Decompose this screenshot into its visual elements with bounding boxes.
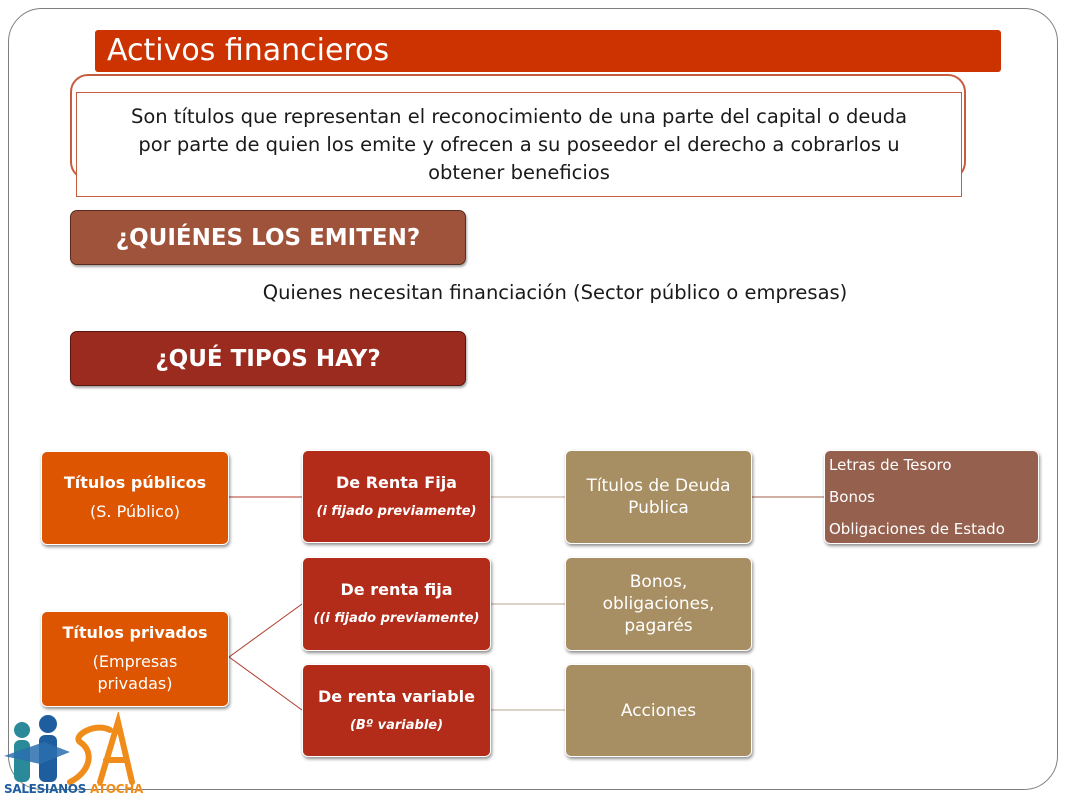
node-titulos-privados (41, 611, 229, 707)
page-title: Activos financieros (107, 33, 390, 68)
lista-estado-item: Bonos (829, 488, 875, 506)
node-renta-variable-sub: (Bº variable) (349, 717, 444, 733)
node-renta-fija-privada (302, 557, 491, 651)
node-deuda-publica (565, 450, 752, 544)
logo-text-b: ATOCHA (89, 782, 144, 796)
node-deuda-publica-label: Títulos de Deuda Publica (586, 476, 731, 518)
connector-privados-rentafija (229, 604, 302, 657)
node-renta-fija-publica-sub: (i fijado previamente) (316, 503, 477, 519)
answer-who-issues: Quienes necesitan financiación (Sector público o empresas) (262, 281, 848, 304)
node-acciones (565, 664, 752, 757)
node-renta-fija-publica-title: De Renta Fija (336, 472, 457, 492)
lista-estado-item: Obligaciones de Estado (829, 520, 1005, 538)
node-lista-estado (824, 450, 1039, 544)
logo-text (4, 782, 143, 796)
node-bonos-privados-label: Bonos, obligaciones, pagarés (602, 572, 715, 636)
node-renta-variable (302, 664, 491, 757)
definition-text: Son títulos que representan el reconocimiento de una parte del capital o deuda por parte de quien los emite y ofrecen a su poseedor el derecho a cobrarlos u obtener beneficios (130, 104, 908, 184)
node-titulos-publicos (41, 451, 229, 545)
question-who-issues-label: ¿QUIÉNES LOS EMITEN? (115, 224, 421, 251)
node-renta-fija-privada-sub: ((i fijado previamente) (313, 611, 480, 626)
node-bonos-privados (565, 557, 752, 651)
node-renta-variable-title: De renta variable (317, 686, 476, 706)
logo-text-a: SALESIANOS (4, 782, 87, 796)
node-titulos-privados-sub: (Empresas privadas) (92, 652, 178, 693)
node-titulos-publicos-title: Títulos públicos (63, 473, 207, 492)
node-renta-fija-publica (302, 450, 491, 543)
node-titulos-publicos-sub: (S. Público) (90, 502, 180, 521)
node-renta-fija-privada-title: De renta fija (340, 580, 453, 599)
question-types-label: ¿QUÉ TIPOS HAY? (155, 345, 381, 372)
node-acciones-label: Acciones (620, 700, 697, 721)
node-titulos-privados-title: Títulos privados (62, 623, 208, 642)
connector-privados-rentavariable (229, 657, 302, 710)
lista-estado-item: Letras de Tesoro (829, 456, 952, 474)
